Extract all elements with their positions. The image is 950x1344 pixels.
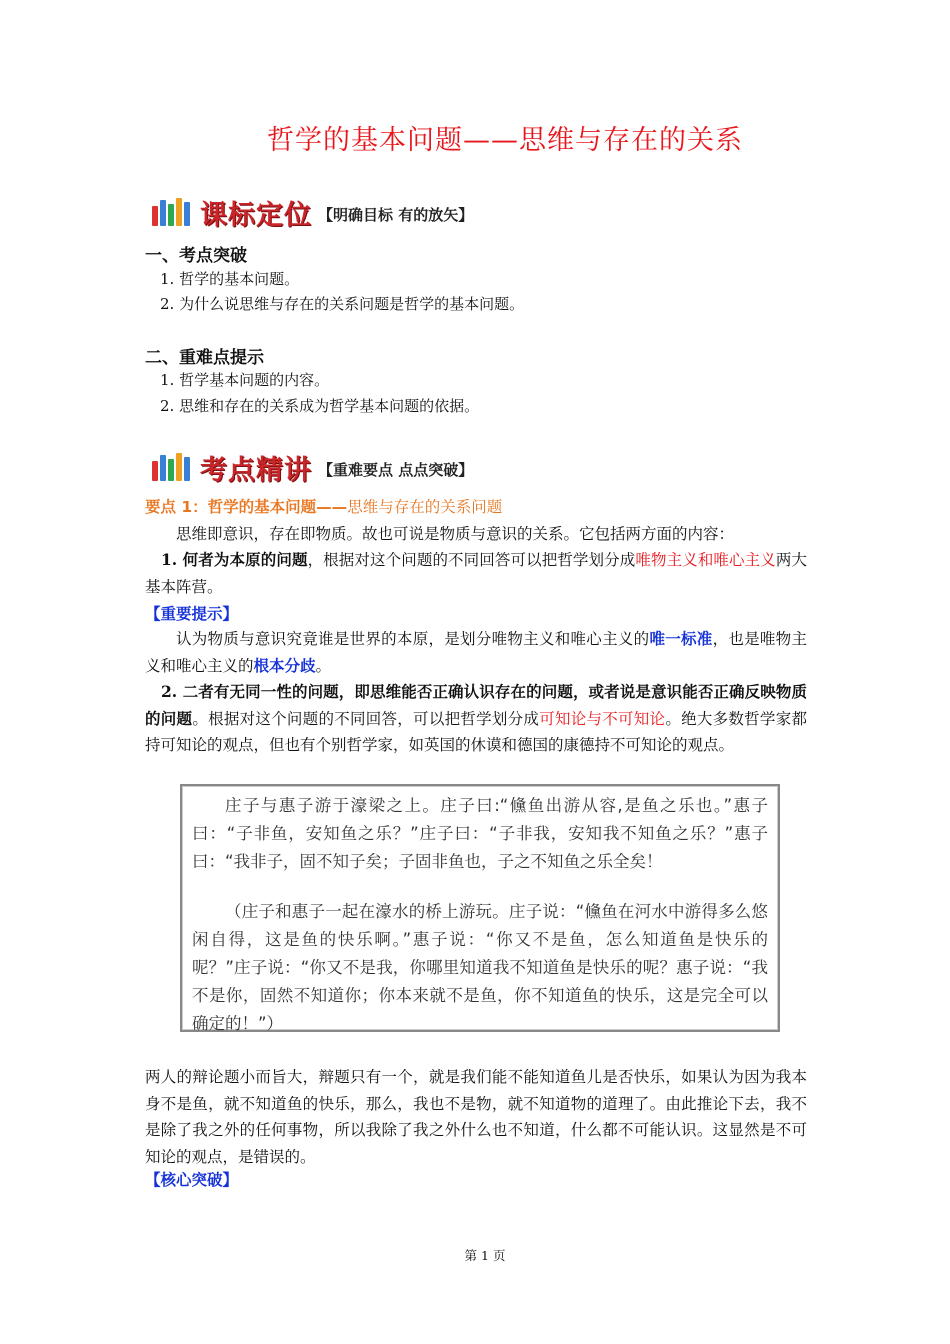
books-icon xyxy=(152,198,192,226)
page-number: 第 1 页 xyxy=(464,1248,506,1263)
item-1-paragraph: 1. 何者为本原的问题，根据对这个问题的不同回答可以把哲学划分成唯物主义和唯心主义两大基本阵营。 xyxy=(145,550,807,596)
list-item: 1. 哲学的基本问题。 xyxy=(160,270,300,288)
important-tip-label: 【重要提示】 xyxy=(145,605,239,623)
quote-box xyxy=(180,784,780,1032)
point-heading: 要点 1：哲学的基本问题——思维与存在的关系问题 xyxy=(145,498,503,516)
banner-title: 课标定位 xyxy=(200,199,312,231)
list-item: 2. 思维和存在的关系成为哲学基本问题的依据。 xyxy=(160,397,480,415)
section-heading: 二、重难点提示 xyxy=(145,348,264,368)
intro-paragraph: 思维即意识，存在即物质。故也可说是物质与意识的关系。它包括两方面的内容： xyxy=(176,525,735,543)
banner-subtitle: 【重难要点 点点突破】 xyxy=(318,460,474,479)
item-2-paragraph: 2. 二者有无同一性的问题，即思维能否正确认识存在的问题，或者说是意识能否正确反映物质的问题。根据对这个问题的不同回答，可以把哲学划分成可知论与不可知论。绝大多数哲学家都持可知论的观点，但也有个别哲学家，如英国的休谟和德国的康德持不可知论的观点。 xyxy=(145,682,807,754)
tip-paragraph: 认为物质与意识究竟谁是世界的本原，是划分唯物主义和唯心主义的唯一标准，也是唯物主义和唯心主义的根本分歧。 xyxy=(145,629,807,675)
books-icon xyxy=(152,453,192,481)
section-heading: 一、考点突破 xyxy=(145,246,247,266)
page-title: 哲学的基本问题——思维与存在的关系 xyxy=(267,125,743,156)
banner-title: 考点精讲 xyxy=(200,454,312,486)
analysis-paragraph: 两人的辩论题小而旨大，辩题只有一个，就是我们能不能知道鱼儿是否快乐，如果认为因为我本身不是鱼，就不知道鱼的快乐，那么，我也不是物，就不知道物的道理了。由此推论下去，我不是除了我之外的任何事物，所以我除了我之外什么也不知道，什么都不可能认识。这显然是不可知论的观点，是错误的。 xyxy=(145,1068,807,1166)
banner-curriculum xyxy=(152,193,473,231)
quote-classical: 庄子与惠子游于濠梁之上。庄子曰:“儵鱼出游从容,是鱼之乐也。”惠子曰：“子非鱼，安知鱼之乐？”庄子曰：“子非我，安知我不知鱼之乐？”惠子曰：“我非子，固不知子矣；子固非鱼也，子之不知鱼之乐全矣！ xyxy=(192,796,768,871)
core-breakthrough-label: 【核心突破】 xyxy=(145,1171,239,1189)
quote-modern: （庄子和惠子一起在濠水的桥上游玩。庄子说：“儵鱼在河水中游得多么悠闲自得，这是鱼的快乐啊。”惠子说：“你又不是鱼，怎么知道鱼是快乐的呢？”庄子说：“你又不是我，你哪里知道我不知道鱼是快乐的呢？惠子说：“我不是你，固然不知道你；你本来就不是鱼，你不知道鱼的快乐，这是完全可以确定的！”） xyxy=(192,902,768,1033)
banner-key-points xyxy=(152,448,473,486)
list-item: 2. 为什么说思维与存在的关系问题是哲学的基本问题。 xyxy=(160,295,525,313)
banner-subtitle: 【明确目标 有的放矢】 xyxy=(318,205,474,224)
list-item: 1. 哲学基本问题的内容。 xyxy=(160,371,330,389)
